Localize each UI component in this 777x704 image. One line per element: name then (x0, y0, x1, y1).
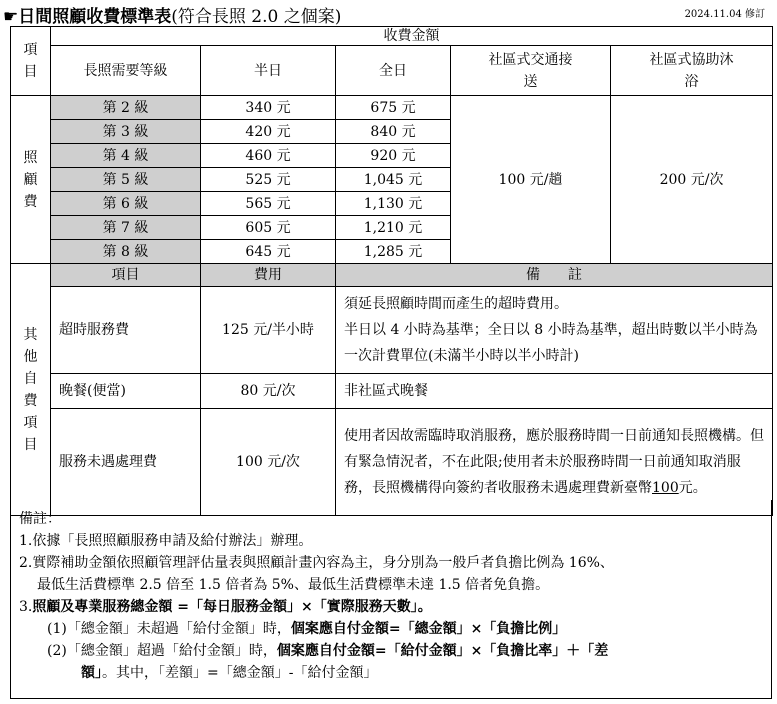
cancel-note-end: 元。 (678, 480, 707, 496)
full-day-column-header: 全日 (336, 46, 451, 96)
title-bar (0, 0, 777, 27)
sub-1-condition: (1)「總金額」未超過「給付金額」時， (47, 621, 291, 637)
dinner-note: 非社區式晚餐 (336, 374, 773, 409)
note-3-sub-2 (19, 640, 771, 662)
note-3-sub-2-cont (19, 662, 771, 684)
bath-fee: 200 元/次 (611, 96, 773, 264)
other-items-label-cell (11, 264, 51, 516)
transport-header-text: 社區式交通接送 (488, 51, 573, 90)
note-2-line1: 2.實際補助金額依照顧管理評估量表與照顧計畫內容為主，身分別為一般戶者負擔比例為 16%、 (19, 555, 614, 571)
sub-2-formula-end: 額」 (81, 665, 102, 681)
level-cell: 第 2 級 (51, 96, 201, 120)
cancel-item: 服務未遇處理費 (51, 409, 201, 516)
half-day-fee: 525 元 (201, 168, 336, 192)
dinner-fee: 80 元/次 (201, 374, 336, 409)
overtime-note-line1: 須延長照顧時間而產生的超時費用。 (344, 296, 568, 312)
sub-2-formula: 個案應自付金額=「給付金額」×「負擔比率」＋「差 (276, 643, 609, 659)
full-day-fee: 920 元 (336, 144, 451, 168)
cancel-note-text: 使用者因故需臨時取消服務，應於服務時間一日前通知長照機構。但有緊急情況者，不在此限;使用者未於服務時間一日前通知取消服務，長照機構得向簽約者收服務未遇處理費新臺幣 (344, 428, 764, 496)
revision-date: 2024.11.04 修訂 (684, 9, 765, 20)
level-column-header: 長照需要等級 (51, 46, 201, 96)
half-day-fee: 645 元 (201, 240, 336, 264)
full-day-fee: 1,130 元 (336, 192, 451, 216)
full-day-fee: 1,210 元 (336, 216, 451, 240)
level-cell: 第 3 級 (51, 120, 201, 144)
level-cell: 第 7 級 (51, 216, 201, 240)
bath-header-text: 社區式協助沐浴 (649, 51, 734, 90)
title-subtitle: (符合長照 2.0 之個案) (171, 7, 342, 27)
overtime-note-cell (336, 287, 773, 374)
overtime-fee: 125 元/半小時 (201, 287, 336, 374)
half-day-fee: 605 元 (201, 216, 336, 240)
level-cell: 第 8 級 (51, 240, 201, 264)
half-day-fee: 460 元 (201, 144, 336, 168)
cancel-fee: 100 元/次 (201, 409, 336, 516)
half-day-fee: 565 元 (201, 192, 336, 216)
transport-fee: 100 元/趟 (451, 96, 611, 264)
page-title (3, 2, 341, 27)
note-3-sub-1 (19, 618, 771, 640)
notes-heading: 備註： (19, 511, 61, 527)
sub-1-formula: 個案應自付金額=「總金額」×「負擔比例」 (290, 621, 567, 637)
note-1: 1.依據「長照照顧服務申請及給付辦法」辦理。 (19, 533, 313, 549)
half-day-fee: 420 元 (201, 120, 336, 144)
title-text: 日間照顧收費標準表 (18, 7, 172, 27)
dinner-item: 晚餐(便當) (51, 374, 201, 409)
fee-table (10, 26, 773, 516)
care-fee-label-cell (11, 96, 51, 264)
note-2-line2: 最低生活費標準 2.5 倍至 1.5 倍者為 5%、最低生活費標準未達 1.5 倍者免負擔。 (37, 577, 550, 593)
other-fee-header: 費用 (201, 264, 336, 287)
cancel-note-amount: 100 (652, 480, 679, 496)
level-cell: 第 5 級 (51, 168, 201, 192)
level-cell: 第 4 級 (51, 144, 201, 168)
overtime-note-line2: 半日以 4 小時為基準；全日以 8 小時為基準，超出時數以半小時為一次計費單位(未滿半小時以半小時計) (344, 322, 758, 364)
sub-2-condition: (2)「總金額」超過「給付金額」時， (47, 643, 277, 659)
full-day-fee: 840 元 (336, 120, 451, 144)
bath-column-header (611, 46, 773, 96)
other-remark-header: 備 註 (336, 264, 773, 287)
overtime-item: 超時服務費 (51, 287, 201, 374)
note-3 (19, 596, 771, 618)
item-header-cell (11, 27, 51, 96)
care-fee-label: 照顧費 (23, 149, 38, 210)
half-day-column-header: 半日 (201, 46, 336, 96)
full-day-fee: 1,045 元 (336, 168, 451, 192)
pointing-hand-icon: ☛ (3, 7, 19, 27)
notes-section (10, 500, 772, 699)
transport-column-header (451, 46, 611, 96)
note-3-number: 3. (19, 599, 33, 615)
sub-2-definition: 。其中，「差額」=「總金額」-「給付金額」 (102, 665, 378, 681)
fee-amount-header: 收費金額 (51, 27, 773, 46)
other-items-label: 其他自費項目 (23, 326, 38, 453)
other-item-header: 項目 (51, 264, 201, 287)
level-cell: 第 6 級 (51, 192, 201, 216)
half-day-fee: 340 元 (201, 96, 336, 120)
full-day-fee: 1,285 元 (336, 240, 451, 264)
item-header: 項目 (23, 42, 38, 80)
full-day-fee: 675 元 (336, 96, 451, 120)
note-3-formula: 照顧及專業服務總金額 =「每日服務金額」×「實際服務天數」。 (32, 599, 432, 615)
